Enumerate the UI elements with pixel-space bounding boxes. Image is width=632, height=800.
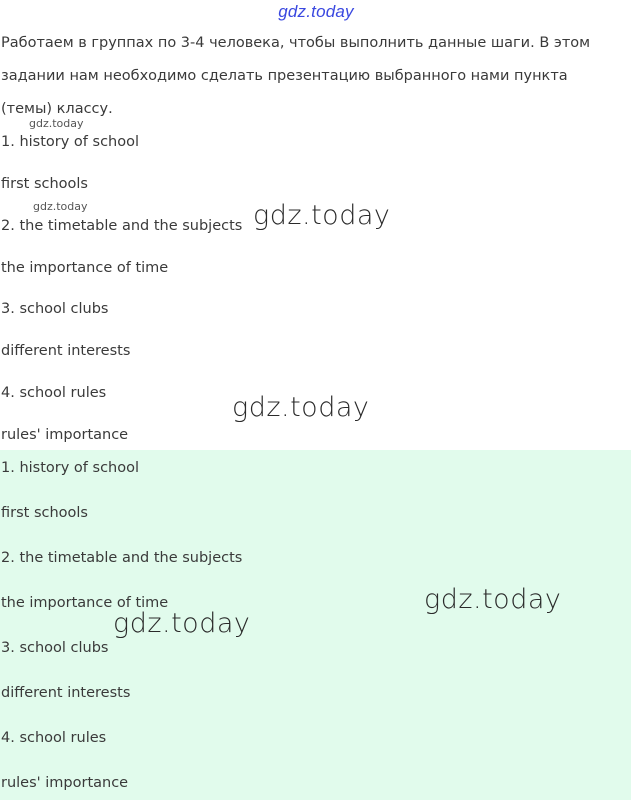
task-item-heading: 2. the timetable and the subjects bbox=[1, 218, 243, 234]
task-text-line: (темы) классу. bbox=[1, 101, 113, 117]
watermark-small: gdz.today bbox=[29, 117, 84, 130]
task-item-detail: rules' importance bbox=[1, 427, 129, 443]
task-item-heading: 1. history of school bbox=[1, 134, 139, 150]
answer-item-heading: 3. school clubs bbox=[1, 640, 109, 656]
watermark-large: gdz.today bbox=[253, 200, 391, 231]
answer-item-heading: 2. the timetable and the subjects bbox=[1, 550, 243, 566]
task-text-line: Работаем в группах по 3-4 человека, чтобы выполнить данные шаги. В этом bbox=[1, 35, 591, 51]
watermark-large: gdz.today bbox=[424, 584, 562, 615]
watermark-large: gdz.today bbox=[113, 608, 251, 639]
task-text-line: задании нам необходимо сделать презентацию выбранного нами пункта bbox=[1, 68, 568, 84]
task-item-heading: 4. school rules bbox=[1, 385, 107, 401]
watermark-small: gdz.today bbox=[33, 200, 88, 213]
task-item-detail: first schools bbox=[1, 176, 88, 192]
task-item-heading: 3. school clubs bbox=[1, 301, 109, 317]
answer-item-heading: 4. school rules bbox=[1, 730, 107, 746]
answer-item-detail: rules' importance bbox=[1, 775, 129, 791]
task-item-detail: different interests bbox=[1, 343, 131, 359]
answer-item-detail: the importance of time bbox=[1, 595, 169, 611]
answer-item-heading: 1. history of school bbox=[1, 460, 139, 476]
site-logo[interactable]: gdz.today bbox=[278, 2, 354, 21]
answer-item-detail: different interests bbox=[1, 685, 131, 701]
watermark-large: gdz.today bbox=[232, 392, 370, 423]
task-item-detail: the importance of time bbox=[1, 260, 169, 276]
answer-item-detail: first schools bbox=[1, 505, 88, 521]
